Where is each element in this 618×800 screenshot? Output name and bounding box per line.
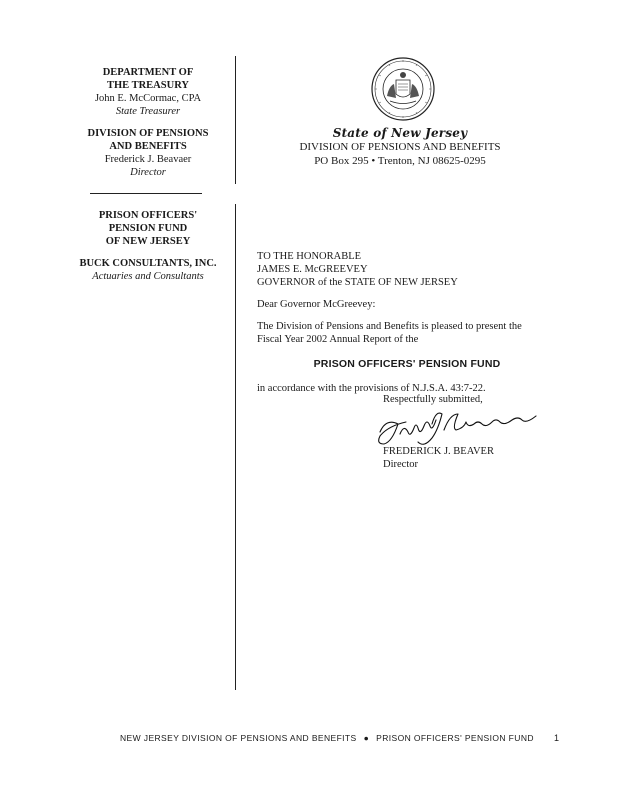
left-sidebar-fund [62, 209, 234, 292]
page-footer [120, 733, 534, 743]
division-line2: AND BENEFITS [109, 141, 187, 152]
left-sidebar-info [62, 66, 234, 188]
signer-title: Director [383, 459, 418, 470]
vertical-divider-bottom [235, 204, 236, 690]
letter-body [257, 250, 557, 395]
actuary-role: Actuaries and Consultants [92, 271, 204, 282]
page-number: 1 [554, 733, 560, 743]
body-line2: Fiscal Year 2002 Annual Report of the [257, 334, 419, 345]
dept-line2: THE TREASURY [106, 80, 189, 91]
division-line1: DIVISION OF PENSIONS [87, 128, 209, 139]
provision-line: in accordance with the provisions of N.J.S.A. 43:7-22. [257, 383, 486, 394]
treasury-block [62, 66, 234, 118]
letterhead [250, 126, 550, 168]
governor-name: JAMES E. McGREEVEY [257, 264, 368, 275]
actuary-name: BUCK CONSULTANTS, INC. [79, 258, 217, 269]
director-title: Director [130, 167, 166, 178]
body-line1: The Division of Pensions and Benefits is pleased to present the [257, 321, 522, 332]
signature-image [370, 404, 555, 450]
actuary-block [62, 257, 234, 283]
dept-line1: DEPARTMENT OF [102, 67, 194, 78]
fund-line3: OF NEW JERSEY [105, 236, 191, 247]
to-line: TO THE HONORABLE [257, 251, 362, 262]
treasurer-title: State Treasurer [115, 106, 181, 117]
salutation: Dear Governor McGreevey: [257, 299, 376, 310]
state-title: State of New Jersey [332, 126, 468, 140]
fund-block [62, 209, 234, 248]
footer-left-text: NEW JERSEY DIVISION OF PENSIONS AND BENEFITS [120, 733, 357, 743]
letterhead-address: PO Box 295 • Trenton, NJ 08625-0295 [314, 155, 486, 167]
division-block [62, 127, 234, 179]
state-seal-icon [370, 56, 436, 122]
governor-title: GOVERNOR of the STATE OF NEW JERSEY [257, 277, 458, 288]
horizontal-divider [90, 193, 202, 194]
signer-block [383, 445, 494, 471]
closing: Respectfully submitted, [383, 394, 483, 405]
fund-line1: PRISON OFFICERS' [98, 210, 198, 221]
director-name: Frederick J. Beavaer [104, 154, 192, 165]
treasurer-name: John E. McCormac, CPA [94, 93, 202, 104]
fund-line2: PENSION FUND [108, 223, 188, 234]
footer-right-text: PRISON OFFICERS' PENSION FUND [376, 733, 534, 743]
fund-title: PRISON OFFICERS' PENSION FUND [313, 358, 501, 370]
vertical-divider-top [235, 56, 236, 184]
letterhead-division: DIVISION OF PENSIONS AND BENEFITS [299, 141, 501, 153]
footer-bullet: ● [363, 733, 370, 743]
signer-name: FREDERICK J. BEAVER [383, 446, 494, 457]
